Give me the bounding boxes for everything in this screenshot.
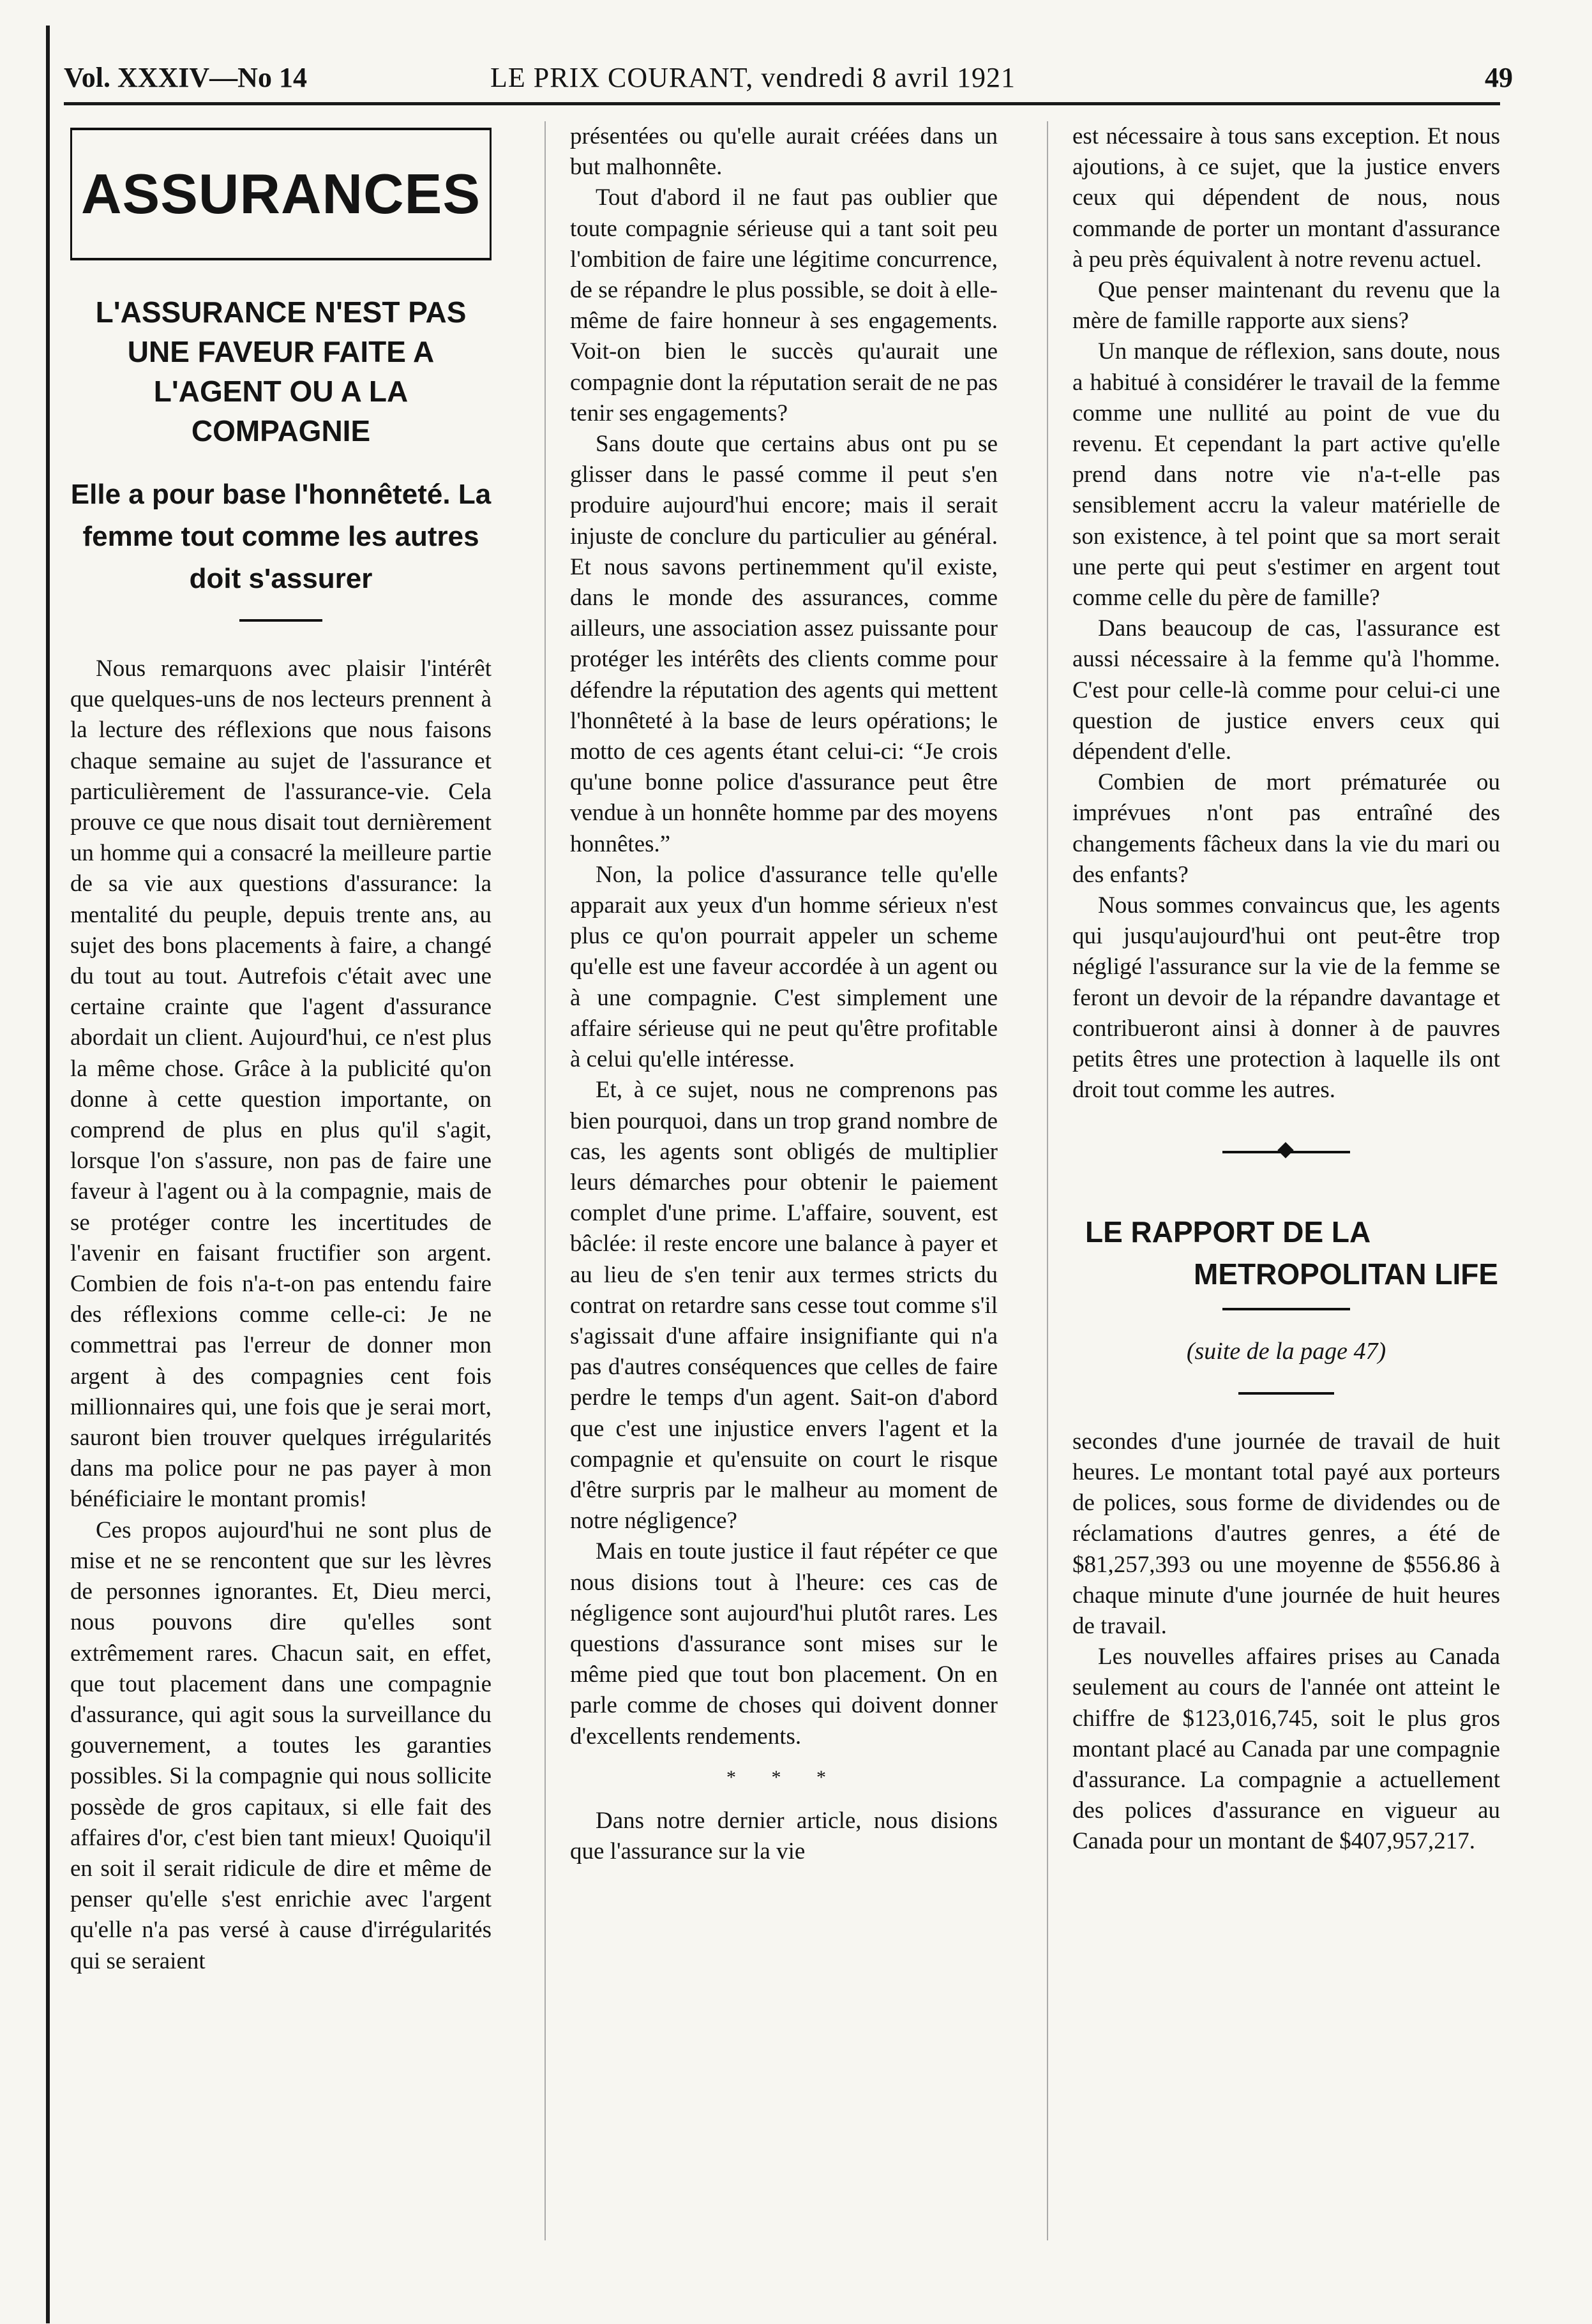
article-subhead: Elle a pour base l'honnêteté. La femme tout comme les autres doit s'assurer <box>70 479 492 594</box>
page-header <box>64 61 1513 106</box>
paragraph: secondes d'une journée de travail de huit heures. Le montant total payé aux porteurs de polices, sous forme de dividendes ou de réclamations d'autres genres, a été de $81,257,393 ou une moyenne de $556.86 à chaque minute d'une journée de huit heures de travail. <box>1072 1428 1500 1639</box>
paragraph: Et, à ce sujet, nous ne comprenons pas bien pourquoi, dans un trop grand nombre de cas, les agents sont obligés de multiplier leurs démarches pour obtenir le paiement complet d'une prime. L'affaire, souvent, est bâclée: il reste encore une balance à payer et au lieu de s'en tenir aux termes stricts du contrat on retardre sans cesse tout comme s'il s'agissait d'une affaire insignifiante qui n'a pas d'autres conséquences que celles de faire perdre le temps d'un agent. Sait-on d'abord que c'est une injustice envers l'agent et la compagnie et qu'ensuite on court le risque d'être surpris par le malheur au moment de notre négligence? <box>570 1077 998 1534</box>
continuation-note: (suite de la page 47) <box>1186 1337 1386 1365</box>
paragraph: Non, la police d'assurance telle qu'elle apparait aux yeux d'un homme sérieux n'est plus ce qu'on pourrait appeler un scheme qu'elle est une faveur accordée à un agent ou à une compagnie. C'est simplement une affaire sérieuse qui ne peut qu'être profitable à celui qu'elle intéresse. <box>570 861 998 1073</box>
diamond-divider <box>1222 1151 1350 1153</box>
article2-headline-line2: METROPOLITAN LIFE <box>1194 1257 1499 1291</box>
paragraph: Ces propos aujourd'hui ne sont plus de mise et ne se rencontent que sur les lèvres de personnes ignorantes. Et, Dieu merci, nous pouvons dire qu'elles sont extrêmement rares. Chacun sait, en effet, que tout placement dans une compagnie d'assurance, qui agit sous la surveillance du gouvernement, a toutes les garanties possibles. Si la compagnie qui nous sollicite possède de gros capitaux, si elle fait des affaires d'or, c'est bien tant mieux! Quoiqu'il en soit il serait ridicule de dire et même de penser qu'elle s'est enrichie avec l'argent qu'elle n'a pas versé à cause d'irrégularités qui se seraient <box>70 1517 492 1974</box>
paragraph: Dans beaucoup de cas, l'assurance est aussi nécessaire à la femme qu'à l'homme. C'est pour celle-là comme pour celui-ci une question de justice envers ceux qui dépendent d'elle. <box>1072 615 1500 765</box>
paragraph: Un manque de réflexion, sans doute, nous a habitué à considérer le travail de la femme comme une nullité au point de vue du revenu. Et cependant la part active qu'elle prend dans notre vie n'a-t-elle pas sensiblement accru la valeur matérielle de son existence, à tel point que sa mort serait une perte qui peut s'estimer en argent tout comme celle du père de famille? <box>1072 338 1500 611</box>
column-1 <box>70 121 492 1977</box>
divider-rule <box>239 619 322 622</box>
header-rule <box>64 102 1500 105</box>
paragraph: Que penser maintenant du revenu que la mère de famille rapporte aux siens? <box>1072 277 1500 334</box>
paragraph: Nous remarquons avec plaisir l'intérêt que quelques-uns de nos lecteurs prennent à la lecture des réflexions que nous faisons chaque semaine au sujet de l'assurance et particulièrement de l'assurance-vie. Cela prouve ce que nous disait tout dernièrement un homme qui a consacré la meilleure partie de sa vie aux questions d'assurance: la mentalité du peuple, depuis trente ans, au sujet des bons placements à faire, a changé du tout au tout. Autrefois c'était avec une certaine crainte que l'agent d'assurance abordait un client. Aujourd'hui, ce n'est plus la même chose. Grâce à la publicité qu'on donne à cette question importante, on comprend de plus en plus qu'il s'agit, lorsque l'on s'assure, non pas de faire une faveur à l'agent ou à la compagnie, mais de se protéger contre les incertitudes de l'avenir en faisant fructifier son argent. Combien de fois n'a-t-on pas entendu faire des réflexions comme celle-ci: Je ne commettrai pas l'erreur de donner mon argent à des compagnies cent fois millionnaires qui, une fois que je serai mort, sauront bien trouver quelques irrégularités dans ma police pour ne pas payer à mon bénéficiaire le montant promis! <box>70 656 492 1513</box>
section-title: ASSURANCES <box>70 128 492 260</box>
paragraph: Les nouvelles affaires prises au Canada seulement au cours de l'année ont atteint le chiffre de $123,016,745, soit le plus gros montant placé au Canada par une compagnie d'assurance. La compagnie a actuellement des polices d'assurance en vigueur au Canada pour un montant de $407,957,217. <box>1072 1644 1500 1855</box>
divider-rule <box>1238 1392 1334 1395</box>
paragraph: présentées ou qu'elle aurait créées dans un but malhonnête. <box>570 123 998 181</box>
paragraph: Sans doute que certains abus ont pu se glisser dans le passé comme il peut s'en produire aujourd'hui encore; mais il serait injuste de conclure du particulier au général. Et nous savons pertinemment qu'il existe, dans le monde des assurances, comme ailleurs, une association assez puissante pour protéger les intérêts des clients comme pour défendre la réputation des agents qui mettent l'honnêteté à la base de leurs opérations; le motto de ces agents étant celui-ci: “Je crois qu'une bonne police d'assurance peut être vendue à un honnête homme par des moyens honnêtes.” <box>570 431 998 857</box>
volume-number: Vol. XXXIV—No 14 <box>64 62 307 93</box>
paragraph: est nécessaire à tous sans exception. Et nous ajoutions, à ce sujet, que la justice envers ceux qui dépendent de nous, nous commande de porter un montant d'assurance à peu près équivalent à notre revenu actuel. <box>1072 123 1500 273</box>
divider-rule <box>1222 1308 1350 1310</box>
paragraph: Tout d'abord il ne faut pas oublier que toute compagnie sérieuse qui a tant soit peu l'ombition de faire une légitime concurrence, de se répandre le plus possible, se doit à elle-même de faire honneur à ses engagements. Voit-on bien le succès qu'aurait une compagnie dont la réputation serait de ne pas tenir ses engagements? <box>570 184 998 426</box>
newspaper-title: LE PRIX COURANT, vendredi 8 avril 1921 <box>490 62 1016 93</box>
column-2 <box>570 121 998 1867</box>
article-headline: L'ASSURANCE N'EST PAS UNE FAVEUR FAITE A L'AGENT OU A LA COMPAGNIE <box>95 296 467 447</box>
article2-headline-line1: LE RAPPORT DE LA <box>1085 1215 1371 1248</box>
article2-headline <box>1085 1211 1500 1295</box>
paragraph: Dans notre dernier article, nous disions que l'assurance sur la vie <box>570 1807 998 1865</box>
page-edge-rule <box>46 26 50 2323</box>
page-number: 49 <box>1485 62 1513 93</box>
section-stars: * * * <box>726 1766 841 1788</box>
paragraph: Mais en toute justice il faut répéter ce que nous disions tout à l'heure: ces cas de négligence sont aujourd'hui plutôt rares. Les questions d'assurance sont mises sur le même pied que tout bon placement. On en parle comme de choses qui doivent donner d'excellents rendements. <box>570 1538 998 1750</box>
paragraph: Combien de mort prématurée ou imprévues n'ont pas entraîné des changements fâcheux dans la vie du mari ou des enfants? <box>1072 769 1500 888</box>
diamond-icon <box>1277 1142 1293 1158</box>
paragraph: Nous sommes convaincus que, les agents qui jusqu'aujourd'hui ont peut-être trop négligé l'assurance sur la vie de la femme se feront un devoir de la répandre davantage et contribueront ainsi à donner à de pauvres petits êtres une protection à laquelle ils ont droit tout comme les autres. <box>1072 892 1500 1104</box>
column-3 <box>1072 121 1500 1857</box>
